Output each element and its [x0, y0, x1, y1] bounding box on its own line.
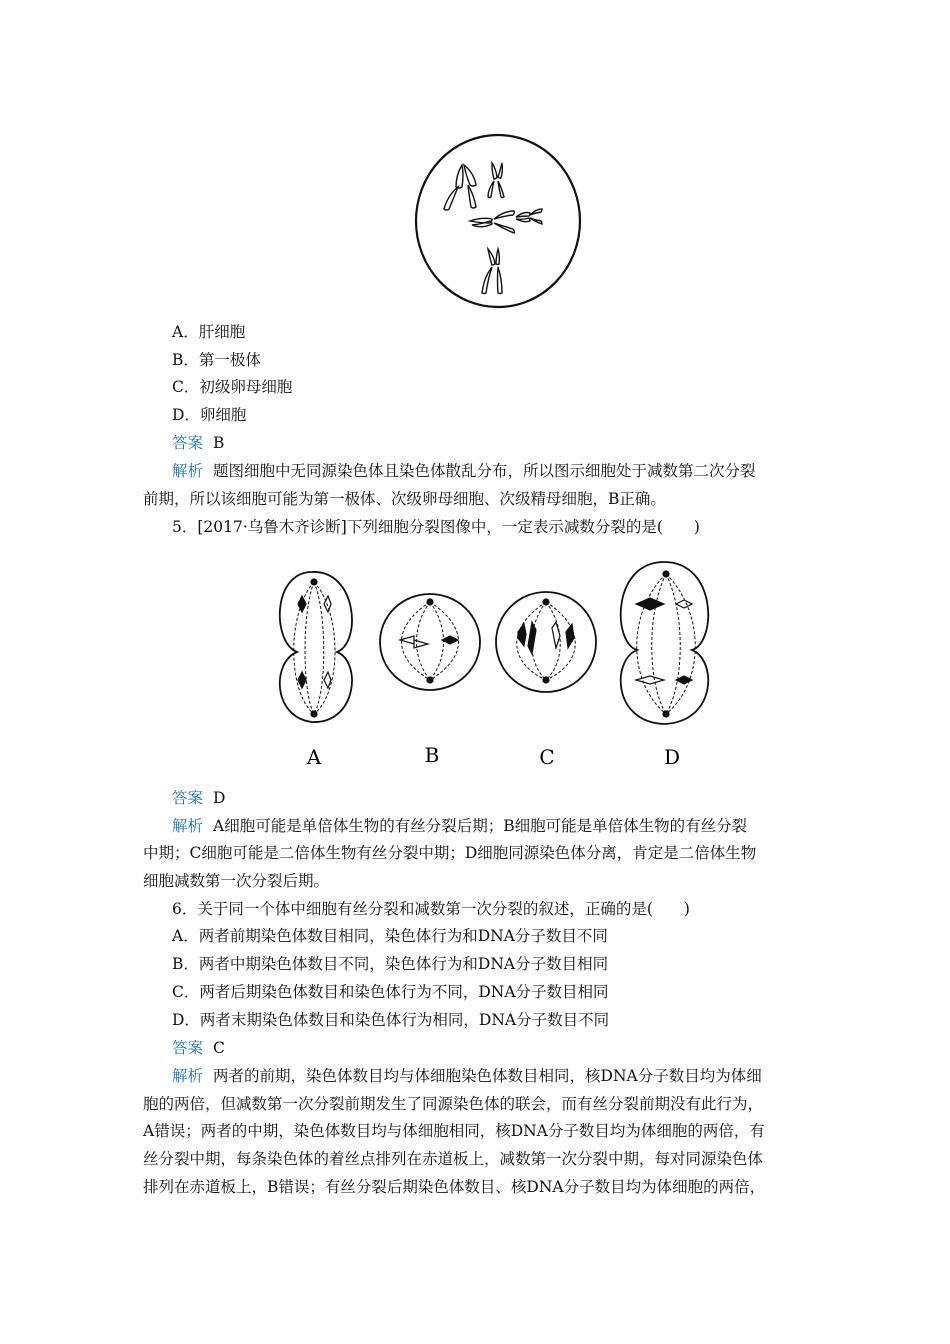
q4-option-c: C．初级卵母细胞 — [172, 378, 293, 396]
q4-option-a: A．肝细胞 — [172, 323, 246, 341]
analysis-text: 题图细胞中无同源染色体且染色体散乱分布，所以图示细胞处于减数第二次分裂 — [213, 462, 756, 480]
analysis-text: A细胞可能是单倍体生物的有丝分裂后期；B细胞可能是单倍体生物的有丝分裂 — [213, 817, 748, 835]
q6-option-b: B．两者中期染色体数目不同，染色体行为和DNA分子数目相同 — [172, 955, 609, 973]
answer-label: 答案 — [172, 434, 204, 452]
q5-analysis-line-1 — [172, 816, 811, 836]
analysis-text: 两者的前期，染色体数目均与体细胞染色体数目相同，核DNA分子数目均为体细 — [213, 1067, 762, 1085]
q6-analysis-line-1 — [172, 1066, 811, 1086]
q4-option-b: B．第一极体 — [172, 351, 261, 369]
analysis-label: 解析 — [172, 817, 204, 835]
figure-label-b: B — [424, 743, 440, 767]
figure-label-a: A — [306, 745, 322, 769]
q5-analysis-line-2: 中期；C细胞可能是二倍体生物有丝分裂中期；D细胞同源染色体分离，肯定是二倍体生物 — [143, 844, 757, 862]
q6-analysis-line-4: 丝分裂中期，每条染色体的着丝点排列在赤道板上，减数第一次分裂中期，每对同源染色体 — [143, 1150, 764, 1168]
answer-value: D — [213, 789, 226, 807]
q4-answer — [172, 433, 840, 453]
q5-answer — [172, 788, 840, 808]
q6-option-c: C．两者后期染色体数目和染色体行为不同，DNA分子数目相同 — [172, 983, 609, 1001]
q6-analysis-line-2: 胞的两倍，但减数第一次分裂前期发生了同源染色体的联会，而有丝分裂前期没有此行为， — [143, 1095, 764, 1113]
figure-label-c: C — [539, 745, 555, 769]
q4-analysis-line-2: 前期，所以该细胞可能为第一极体、次级卵母细胞、次级精母细胞，B正确。 — [143, 490, 666, 508]
q4-analysis-line-1 — [172, 461, 811, 481]
q6-analysis-line-5: 排列在赤道板上，B错误；有丝分裂后期染色体数目、核DNA分子数目均为体细胞的两倍， — [143, 1178, 766, 1196]
q6-answer — [172, 1038, 840, 1058]
answer-label: 答案 — [172, 789, 204, 807]
q6-stem: 6．关于同一个体中细胞有丝分裂和减数第一次分裂的叙述，正确的是( ) — [172, 900, 690, 918]
q5-analysis-line-3: 细胞减数第一次分裂后期。 — [143, 872, 330, 890]
q4-option-d: D．卵细胞 — [172, 406, 247, 424]
q6-option-d: D．两者末期染色体数目和染色体行为相同，DNA分子数目不同 — [172, 1011, 610, 1029]
figure-label-d: D — [663, 745, 681, 769]
cell-figure-q4 — [412, 125, 584, 317]
cell-division-figures-q5 — [262, 552, 722, 780]
analysis-label: 解析 — [172, 1067, 204, 1085]
answer-value: C — [213, 1039, 225, 1057]
answer-value: B — [213, 434, 225, 452]
q6-analysis-line-3: A错误；两者的中期，染色体数目均与体细胞相同，核DNA分子数目均为体细胞的两倍，有 — [143, 1122, 765, 1140]
q5-stem: 5．[2017·乌鲁木齐诊断]下列细胞分裂图像中，一定表示减数分裂的是( ) — [172, 518, 700, 536]
analysis-label: 解析 — [172, 462, 204, 480]
q6-option-a: A．两者前期染色体数目相同，染色体行为和DNA分子数目不同 — [172, 927, 608, 945]
answer-label: 答案 — [172, 1039, 204, 1057]
